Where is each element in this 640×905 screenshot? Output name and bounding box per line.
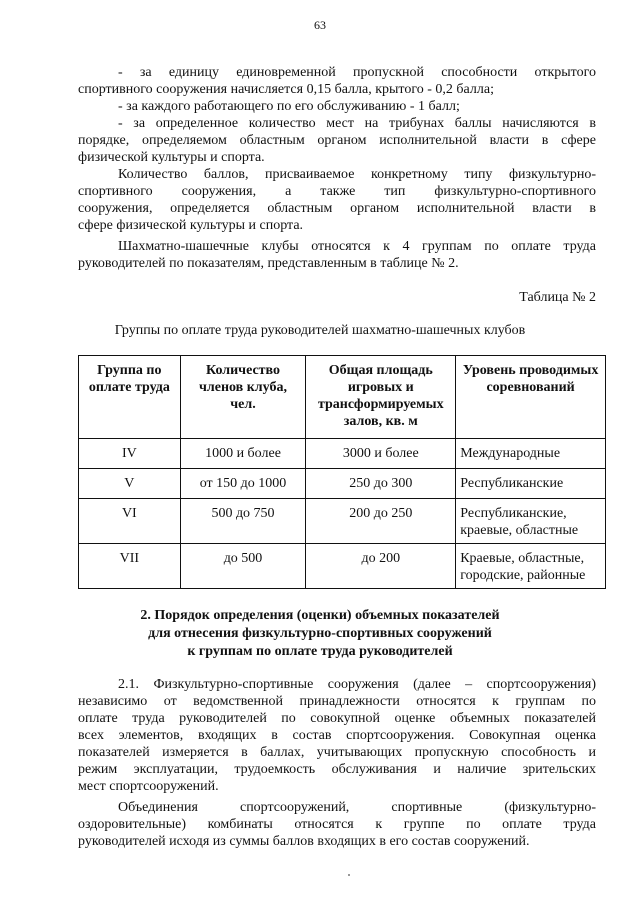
table-row — [79, 499, 606, 544]
header-level: Уровень проводимых соревнований — [456, 356, 606, 439]
table-row — [79, 469, 606, 499]
salary-groups-table — [78, 355, 606, 589]
cell-level: Краевые, областные, городские, районные — [456, 544, 606, 589]
para1-line2: независимо от ведомственной принадлежности относятся к группам по — [78, 694, 596, 709]
list-item-2: - за каждого работающего по его обслуживанию - 1 балл; — [118, 99, 460, 114]
cell-members: 500 до 750 — [180, 499, 306, 544]
cell-members: 1000 и более — [180, 439, 306, 469]
cell-area: до 200 — [306, 544, 456, 589]
page-number: 63 — [314, 18, 326, 32]
list-item-1-line1: - за единицу единовременной пропускной способности открытого — [118, 65, 596, 80]
para1-line7: мест спортсооружений. — [78, 779, 219, 794]
cell-group: IV — [79, 439, 181, 469]
list-item-3-line1: - за определенное количество мест на трибунах баллы начисляются в — [118, 116, 596, 131]
header-group: Группа по оплате труда — [79, 356, 181, 439]
header-members: Количество членов клуба, чел. — [180, 356, 306, 439]
table-row — [79, 544, 606, 589]
para1-line3: оплате труда руководителей по совокупной оценке объемных показателей — [78, 711, 596, 726]
cell-group: VI — [79, 499, 181, 544]
cell-group: VII — [79, 544, 181, 589]
cell-level: Республиканские — [456, 469, 606, 499]
section-title-line1: 2. Порядок определения (оценки) объемных показателей — [140, 608, 500, 623]
para-count-line4: сфере физической культуры и спорта. — [78, 218, 304, 233]
section-title-line2: для отнесения физкультурно-спортивных сооружений — [148, 626, 492, 641]
cell-level: Республиканские, краевые, областные — [456, 499, 606, 544]
para2-line2: оздоровительные) комбинаты относятся к группе по оплате труда — [78, 817, 596, 832]
para-count-line1: Количество баллов, присваиваемое конкретному типу физкультурно- — [118, 167, 596, 182]
para1-line4: всех элементов, входящих в состав спортсооружения. Совокупная оценка — [78, 728, 596, 743]
table-caption: Таблица № 2 — [519, 290, 596, 305]
cell-group: V — [79, 469, 181, 499]
list-item-1-line2: спортивного сооружения начисляется 0,15 балла, крытого - 0,2 балла; — [78, 82, 494, 97]
cell-level: Международные — [456, 439, 606, 469]
cell-members: от 150 до 1000 — [180, 469, 306, 499]
cell-area: 250 до 300 — [306, 469, 456, 499]
list-item-3-line3: физической культуры и спорта. — [78, 150, 265, 165]
para1-line1: 2.1. Физкультурно-спортивные сооружения (далее – спортсооружения) — [118, 677, 596, 692]
section-title-line3: к группам по оплате труда руководителей — [187, 644, 453, 659]
table-header-row — [79, 356, 606, 439]
table-row — [79, 439, 606, 469]
list-item-3-line2: порядке, определяемом областным органом исполнительной власти в сфере — [78, 133, 596, 148]
header-area: Общая площадь игровых и трансформируемых залов, кв. м — [306, 356, 456, 439]
para1-line6: режим эксплуатации, трудоемкость обслуживания и наличие зрительских — [78, 762, 596, 777]
cell-area: 3000 и более — [306, 439, 456, 469]
para2-line3: руководителей исходя из суммы баллов входящих в его состав сооружений. — [78, 834, 530, 849]
scan-speck — [348, 874, 350, 876]
para2-line1: Объединения спортсооружений, спортивные (физкультурно- — [118, 800, 596, 815]
para-count-line2: спортивного сооружения, а также тип физкультурно-спортивного — [78, 184, 596, 199]
table-title: Группы по оплате труда руководителей шахматно-шашечных клубов — [114, 323, 526, 338]
para-chess-line2: руководителей по показателям, представленным в таблице № 2. — [78, 256, 459, 271]
cell-area: 200 до 250 — [306, 499, 456, 544]
section-title — [0, 607, 640, 661]
para-chess-line1: Шахматно-шашечные клубы относятся к 4 группам по оплате труда — [118, 239, 596, 254]
para-count-line3: сооружения, определяется областным органом исполнительной власти в — [78, 201, 596, 216]
cell-members: до 500 — [180, 544, 306, 589]
para1-line5: показателей измеряется в баллах, учитывающих пропускную способность и — [78, 745, 596, 760]
